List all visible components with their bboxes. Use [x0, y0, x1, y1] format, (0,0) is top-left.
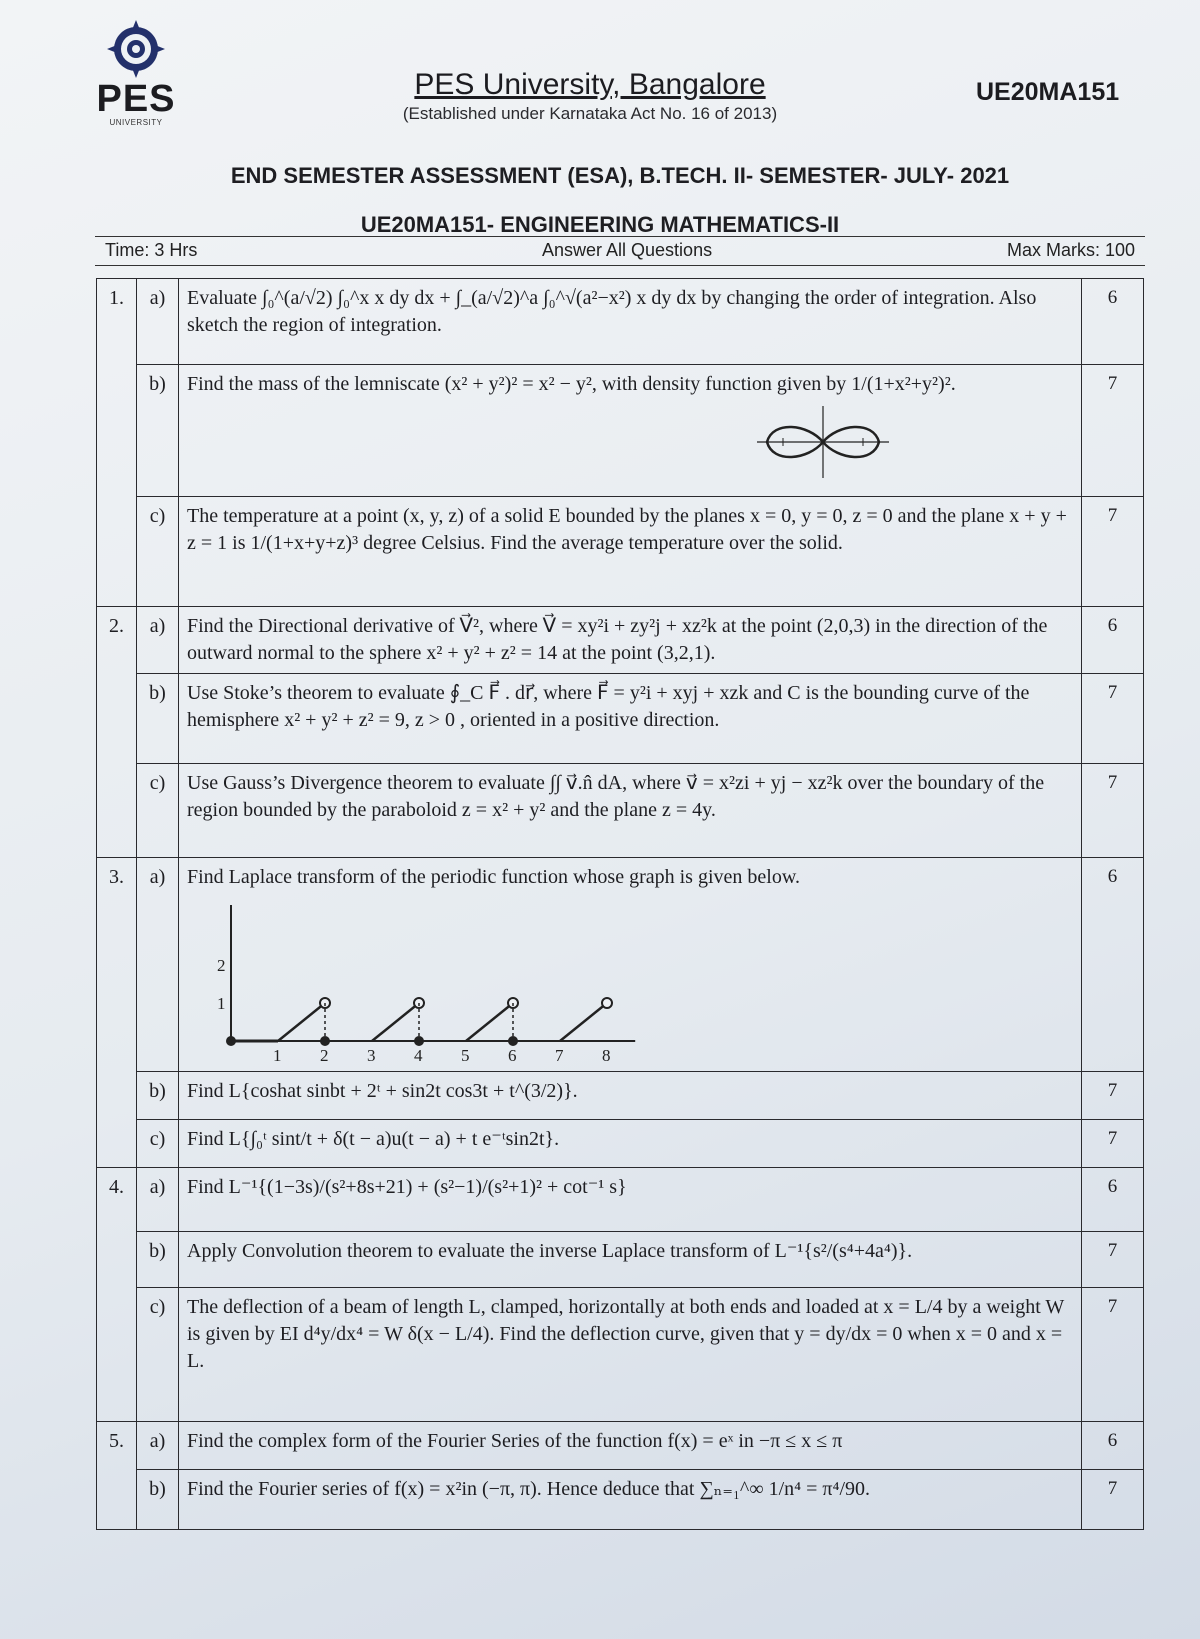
marks: 7 — [1082, 1232, 1144, 1288]
question-text: Find L⁻¹{(1−3s)/(s²+8s+21) + (s²−1)/(s²+1)² + cot⁻¹ s} — [179, 1168, 1082, 1232]
part-label: a) — [137, 858, 179, 1072]
question-text: Find the mass of the lemniscate (x² + y²)² = x² − y², with density function given by 1/(1+x²+y²)². — [187, 373, 956, 395]
marks: 7 — [1082, 365, 1144, 497]
closed-endpoint — [320, 1036, 330, 1046]
x-tick-label: 3 — [367, 1046, 376, 1065]
x-tick-label: 1 — [273, 1046, 282, 1065]
question-number: 4. — [97, 1168, 137, 1422]
question-number: 5. — [97, 1422, 137, 1530]
part-label: b) — [137, 365, 179, 497]
question-text: Find L{coshat sinbt + 2ᵗ + sin2t cos3t + t^(3/2)}. — [179, 1072, 1082, 1120]
logo-subtext: UNIVERSITY — [109, 118, 163, 127]
time-allowed: Time: 3 Hrs — [105, 240, 198, 260]
question-row — [97, 1288, 1144, 1422]
part-label: b) — [137, 674, 179, 764]
question-text: Find the Directional derivative of V⃗², where V⃗ = xy²i + zy²j + xz²k at the point (2,0,3) in the direction of the outward normal to the sphere x² + y² + z² = 14 at the point (3,2,1). — [179, 607, 1082, 674]
question-text: Find the complex form of the Fourier Series of the function f(x) = eˣ in −π ≤ x ≤ π — [179, 1422, 1082, 1470]
marks: 6 — [1082, 1422, 1144, 1470]
open-endpoint — [602, 998, 612, 1008]
part-label: a) — [137, 1168, 179, 1232]
question-row — [97, 497, 1144, 607]
marks: 6 — [1082, 858, 1144, 1072]
marks: 7 — [1082, 674, 1144, 764]
ramp-segment — [560, 1003, 607, 1041]
question-text: Apply Convolution theorem to evaluate the inverse Laplace transform of L⁻¹{s²/(s⁴+4a⁴)}. — [179, 1232, 1082, 1288]
x-tick-label: 4 — [414, 1046, 423, 1065]
question-row — [97, 1120, 1144, 1168]
university-logo — [96, 18, 176, 127]
ramp-segment — [278, 1003, 325, 1041]
closed-endpoint — [508, 1036, 518, 1046]
part-label: b) — [137, 1232, 179, 1288]
marks: 6 — [1082, 1168, 1144, 1232]
max-marks: Max Marks: 100 — [1006, 240, 1135, 260]
x-tick-label: 8 — [602, 1046, 611, 1065]
question-cell — [179, 858, 1082, 1072]
marks: 7 — [1082, 1072, 1144, 1120]
marks: 7 — [1082, 1470, 1144, 1530]
exam-title: END SEMESTER ASSESSMENT (ESA), B.TECH. II- SEMESTER- JULY- 2021 — [230, 163, 1010, 188]
question-row — [97, 1422, 1144, 1470]
instruction: Answer All Questions — [542, 240, 713, 260]
question-text: Find L{∫₀ᵗ sint/t + δ(t − a)u(t − a) + t e⁻ᵗsin2t}. — [179, 1120, 1082, 1168]
logo-text: PES — [96, 78, 176, 120]
y-tick-label: 1 — [217, 994, 226, 1013]
x-tick-label: 6 — [508, 1046, 517, 1065]
question-row — [97, 674, 1144, 764]
question-row — [97, 764, 1144, 858]
part-label: c) — [137, 497, 179, 607]
question-text: Find the Fourier series of f(x) = x²in (−π, π). Hence deduce that ∑ₙ₌₁^∞ 1/n⁴ = π⁴/90. — [179, 1470, 1082, 1530]
marks: 6 — [1082, 607, 1144, 674]
part-label: a) — [137, 279, 179, 365]
question-row — [97, 279, 1144, 365]
question-row — [97, 365, 1144, 497]
closed-endpoint — [414, 1036, 424, 1046]
marks: 7 — [1082, 1288, 1144, 1422]
question-number: 3. — [97, 858, 137, 1168]
marks: 7 — [1082, 764, 1144, 858]
question-row — [97, 1470, 1144, 1530]
part-label: a) — [137, 607, 179, 674]
question-row — [97, 607, 1144, 674]
exam-info-bar — [95, 236, 1145, 266]
university-name: PES University, Bangalore — [414, 68, 766, 101]
marks: 7 — [1082, 497, 1144, 607]
university-established: (Established under Karnataka Act No. 16 of 2013) — [402, 104, 778, 123]
origin-point — [226, 1036, 236, 1046]
part-label: c) — [137, 1288, 179, 1422]
subject-title: UE20MA151- ENGINEERING MATHEMATICS-II — [360, 212, 840, 237]
question-text: Use Stoke’s theorem to evaluate ∮_C F⃗ . dr⃗, where F⃗ = y²i + xyj + xzk and C is the bounding curve of the hemisphere x² + y² + z² = 9, z > 0 , oriented in a positive direction. — [179, 674, 1082, 764]
ramp-segment — [372, 1003, 419, 1041]
question-cell — [179, 365, 1082, 497]
part-label: b) — [137, 1072, 179, 1120]
question-number: 2. — [97, 607, 137, 858]
question-table — [96, 278, 1144, 1530]
lemniscate-figure — [753, 402, 893, 482]
y-tick-label: 2 — [217, 956, 226, 975]
question-text: The deflection of a beam of length L, clamped, horizontally at both ends and loaded at x = L/4 by a weight W is given by EI d⁴y/dx⁴ = W δ(x − L/4). Find the deflection curve, given that y = dy/dx = 0 when x = 0 and x = L. — [179, 1288, 1082, 1422]
question-text: Find Laplace transform of the periodic function whose graph is given below. — [187, 866, 800, 888]
question-text: The temperature at a point (x, y, z) of a solid E bounded by the planes x = 0, y = 0, z = 0 and the plane x + y + z = 1 is 1/(1+x+y+z)³ degree Celsius. Find the average temperature over the solid. — [179, 497, 1082, 607]
emblem-icon — [105, 18, 167, 80]
marks: 7 — [1082, 1120, 1144, 1168]
periodic-function-graph — [217, 901, 661, 1065]
question-row — [97, 1168, 1144, 1232]
marks: 6 — [1082, 279, 1144, 365]
part-label: c) — [137, 1120, 179, 1168]
part-label: a) — [137, 1422, 179, 1470]
question-text: Evaluate ∫₀^(a/√2) ∫₀^x x dy dx + ∫_(a/√2)^a ∫₀^√(a²−x²) x dy dx by changing the order of integration. Also sketch the region of integration. — [179, 279, 1082, 365]
question-row — [97, 858, 1144, 1072]
x-tick-label: 7 — [555, 1046, 564, 1065]
question-text: Use Gauss’s Divergence theorem to evaluate ∫∫ v⃗.n̂ dA, where v⃗ = x²zi + yj − xz²k over the boundary of the region bounded by the paraboloid z = x² + y² and the plane z = 4y. — [179, 764, 1082, 858]
question-row — [97, 1232, 1144, 1288]
question-row — [97, 1072, 1144, 1120]
course-code: UE20MA151 — [976, 78, 1120, 106]
part-label: b) — [137, 1470, 179, 1530]
x-tick-label: 5 — [461, 1046, 470, 1065]
x-tick-label: 2 — [320, 1046, 329, 1065]
question-number: 1. — [97, 279, 137, 607]
part-label: c) — [137, 764, 179, 858]
ramp-segment — [466, 1003, 513, 1041]
